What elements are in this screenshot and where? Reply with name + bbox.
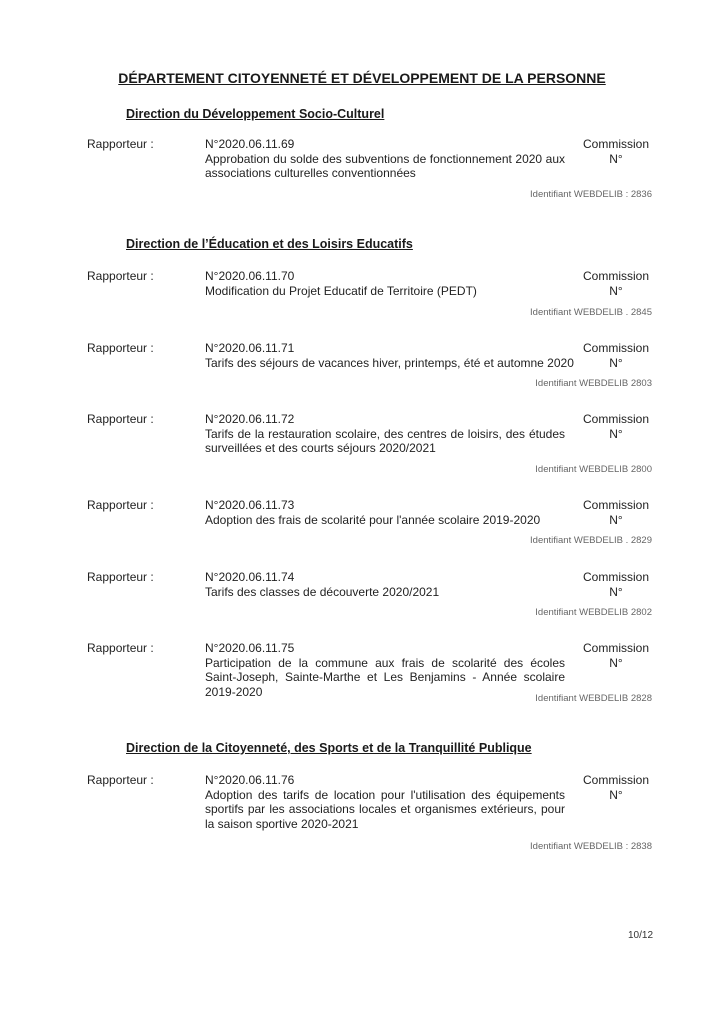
commission-label: Commission (582, 570, 649, 584)
commission-label: Commission (582, 269, 649, 283)
deliberation-number: N°2020.06.11.76 (205, 773, 295, 787)
commission-block (580, 570, 652, 599)
rapporteur-label: Rapporteur : (87, 498, 154, 512)
deliberation-description: Adoption des tarifs de location pour l'utilisation des équipements sportifs par les associations locales et organismes extérieurs, pour la saison sportive 2020-2021 (205, 787, 565, 831)
department-title: DÉPARTEMENT CITOYENNETÉ ET DÉVELOPPEMENT DE LA PERSONNE (118, 70, 606, 86)
deliberation-number: N°2020.06.11.71 (205, 341, 295, 355)
deliberation-description: Participation de la commune aux frais de scolarité des écoles Saint-Joseph, Sainte-Marthe et Les Benjamins - Année scolaire 2019-2020 (205, 655, 565, 699)
section-heading: Direction du Développement Socio-Culturel (126, 107, 385, 121)
rapporteur-label: Rapporteur : (87, 137, 154, 151)
commission-block (580, 412, 652, 441)
commission-label: Commission (582, 137, 649, 151)
commission-number: N° (609, 426, 623, 441)
deliberation-description: Tarifs des séjours de vacances hiver, printemps, été et automne 2020 (205, 355, 574, 370)
deliberation-number: N°2020.06.11.70 (205, 269, 295, 283)
webdelib-identifier: Identifiant WEBDELIB 2802 (535, 607, 652, 618)
webdelib-identifier: Identifiant WEBDELIB : 2836 (530, 189, 652, 200)
rapporteur-label: Rapporteur : (87, 269, 154, 283)
webdelib-identifier: Identifiant WEBDELIB 2803 (535, 378, 652, 389)
commission-number: N° (609, 355, 623, 370)
webdelib-identifier: Identifiant WEBDELIB : 2838 (530, 841, 652, 852)
deliberation-description: Adoption des frais de scolarité pour l'année scolaire 2019-2020 (205, 512, 541, 527)
commission-block (580, 341, 652, 370)
rapporteur-label: Rapporteur : (87, 773, 154, 787)
deliberation-number: N°2020.06.11.75 (205, 641, 295, 655)
commission-label: Commission (582, 641, 649, 655)
commission-label: Commission (582, 773, 649, 787)
webdelib-identifier: Identifiant WEBDELIB 2828 (535, 693, 652, 704)
deliberation-description: Tarifs de la restauration scolaire, des centres de loisirs, des études surveillées et des courts séjours 2020/2021 (205, 426, 565, 455)
rapporteur-label: Rapporteur : (87, 412, 154, 426)
webdelib-identifier: Identifiant WEBDELIB 2800 (535, 464, 652, 475)
deliberation-number: N°2020.06.11.69 (205, 137, 295, 151)
section-heading: Direction de la Citoyenneté, des Sports et de la Tranquillité Publique (126, 741, 532, 755)
commission-block (580, 641, 652, 670)
section-heading: Direction de l’Éducation et des Loisirs Educatifs (126, 237, 413, 251)
rapporteur-label: Rapporteur : (87, 570, 154, 584)
commission-number: N° (609, 512, 623, 527)
deliberation-number: N°2020.06.11.72 (205, 412, 295, 426)
deliberation-number: N°2020.06.11.73 (205, 498, 295, 512)
commission-label: Commission (582, 498, 649, 512)
commission-number: N° (609, 283, 623, 298)
rapporteur-label: Rapporteur : (87, 641, 154, 655)
commission-label: Commission (582, 341, 649, 355)
page-number: 10/12 (628, 930, 654, 941)
commission-block (580, 773, 652, 802)
commission-label: Commission (582, 412, 649, 426)
rapporteur-label: Rapporteur : (87, 341, 154, 355)
webdelib-identifier: Identifiant WEBDELIB . 2845 (530, 307, 652, 318)
commission-number: N° (609, 787, 623, 802)
deliberation-description: Tarifs des classes de découverte 2020/2021 (205, 584, 440, 599)
commission-number: N° (609, 151, 623, 166)
commission-number: N° (609, 584, 623, 599)
webdelib-identifier: Identifiant WEBDELIB . 2829 (530, 535, 652, 546)
commission-block (580, 137, 652, 166)
deliberation-description: Approbation du solde des subventions de fonctionnement 2020 aux associations culturelles conventionnées (205, 151, 565, 180)
deliberation-number: N°2020.06.11.74 (205, 570, 295, 584)
commission-block (580, 498, 652, 527)
commission-number: N° (609, 655, 623, 670)
deliberation-description: Modification du Projet Educatif de Territoire (PEDT) (205, 283, 477, 298)
commission-block (580, 269, 652, 298)
